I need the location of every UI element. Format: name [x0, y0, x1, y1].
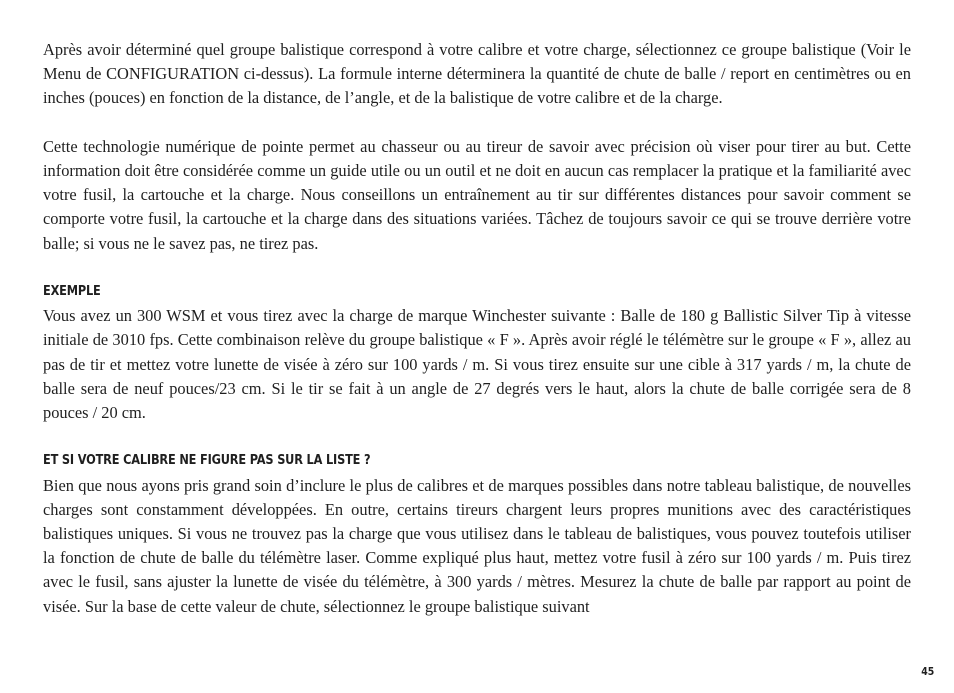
- technology-paragraph: Cette technologie numérique de pointe permet au chasseur ou au tireur de savoir avec précision où viser pour tirer au but. Cette information doit être considérée comme un guide utile ou un outil et ne doit en aucun cas remplacer la pratique et la familiarité avec votre fusil, la cartouche et la charge. Nous conseillons un entraînement au tir sur différentes distances pour savoir comment se comporte votre fusil, la cartouche et la charge dans des situations variées. Tâchez de toujours savoir ce qui se trouve derrière votre balle; si vous ne le savez pas, ne tirez pas.: [43, 136, 911, 253]
- document-page: [43, 38, 911, 619]
- page-number: 45: [920, 665, 934, 678]
- paragraph-spacer: [43, 111, 911, 135]
- example-paragraph: Vous avez un 300 WSM et vous tirez avec la charge de marque Winchester suivante : Balle de 180 g Ballistic Silver Tip à vitesse initiale de 3010 fps. Cette combinaison relève du groupe balistique « F ». Après avoir réglé le télémètre sur le groupe « F », allez au pas de tir et mettez votre lunette de visée à zéro sur 100 yards / m. Si vous tirez ensuite sur une cible à 317 yards / m, la chute de balle sera de neuf pouces/23 cm. Si le tir se fait à un angle de 27 degrés vers le haut, alors la chute de balle corrigée sera de 8 pouces / 20 cm.: [43, 306, 911, 423]
- example-heading: EXEMPLE: [43, 284, 101, 299]
- missing-caliber-heading: ET SI VOTRE CALIBRE NE FIGURE PAS SUR LA LISTE ?: [43, 453, 371, 469]
- intro-paragraph: Après avoir déterminé quel groupe balistique correspond à votre calibre et votre charge, sélectionnez ce groupe balistique (Voir le Menu de CONFIGURATION ci-dessus). La formule interne déterminera la quantité de chute de balle / report en centimètres ou en inches (pouces) en fonction de la distance, de l’angle, et de la balistique de votre calibre et de la charge.: [43, 40, 911, 108]
- paragraph-spacer: [43, 256, 911, 280]
- paragraph-spacer: [43, 425, 911, 449]
- missing-caliber-paragraph: Bien que nous ayons pris grand soin d’inclure le plus de calibres et de marques possibles dans notre tableau balistique, de nouvelles charges sont constamment développées. En outre, certains tireurs chargent leurs propres munitions avec des caractéristiques balistiques uniques. Si vous ne trouvez pas la charge que vous utilisez dans le tableau de balistiques, vous pouvez toutefois utiliser la fonction de chute de balle du télémètre laser. Comme expliqué plus haut, mettez votre fusil à zéro sur 100 yards / m. Puis tirez avec le fusil, sans ajuster la lunette de visée du télémètre, à 300 yards / mètres. Mesurez la chute de balle par rapport au point de visée. Sur la base de cette valeur de chute, sélectionnez le groupe balistique suivant: [43, 475, 911, 616]
